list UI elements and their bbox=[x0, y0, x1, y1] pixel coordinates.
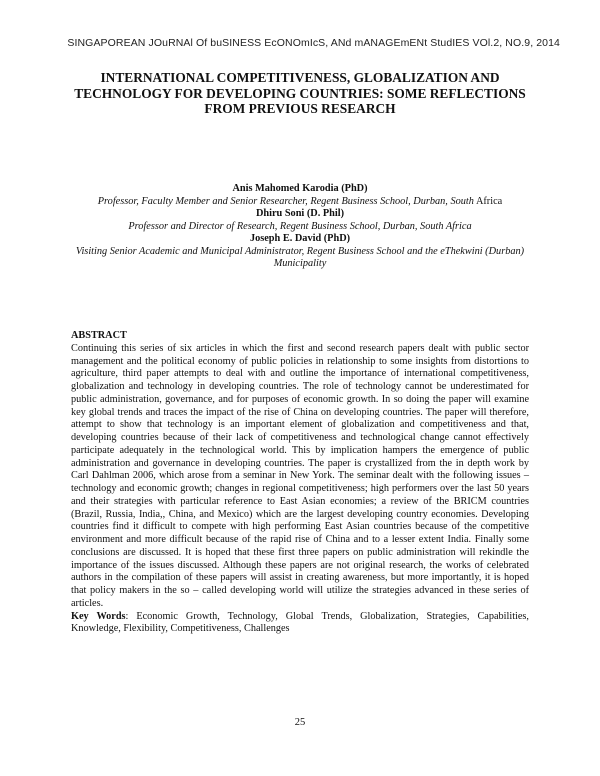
author-name-3: Joseph E. David (PhD) bbox=[249, 233, 351, 244]
keywords-line bbox=[71, 611, 529, 637]
author-affiliation-1-text: Professor, Faculty Member and Senior Researcher, Regent Business School, Durban, South bbox=[97, 195, 474, 207]
author-name-1: Anis Mahomed Karodia (PhD) bbox=[232, 183, 368, 194]
author-affiliation-1-tail: Africa bbox=[475, 195, 503, 207]
author-affiliation-1 bbox=[60, 196, 540, 209]
page-number: 25 bbox=[294, 717, 306, 728]
abstract-section bbox=[71, 330, 529, 636]
abstract-heading: ABSTRACT bbox=[71, 330, 127, 341]
keywords-label: Key Words bbox=[71, 610, 126, 622]
author-affiliation-2: Professor and Director of Research, Regent Business School, Durban, South Africa bbox=[128, 220, 472, 232]
author-block bbox=[60, 183, 540, 271]
paper-title: INTERNATIONAL COMPETITIVENESS, GLOBALIZATION AND TECHNOLOGY FOR DEVELOPING COUNTRIES: SOME REFLECTIONS FROM PREVIOUS RESEARCH bbox=[74, 70, 526, 116]
abstract-text: Continuing this series of six articles in which the first and second research papers dealt with public sector management and the political economy of public policies in relationship to some insights from distortions to agriculture, third paper attempts to deal with and outline the importance of international competitiveness, globalization and technology in developing countries. The role of technology cannot be underestimated for public administration, governance, and for purposes of economic growth. In so doing the paper will examine key global trends and traces the impact of the rise of China on developing countries. The paper will therefore, attempt to show that technology is an important element of globalization and competitiveness and that, developing countries because of their lack of competitiveness and technological change cannot effectively participate adequately in the technological world. This by implication hampers the emergence of public administration and governance in developing countries. The paper is crystallized from the in depth work by Carl Dahlman 2006, which arose from a seminar in New York. The seminar dealt with the following issues – technology and economic growth; changes in regional competitiveness; high performers over the last 50 years and their strategies with particular reference to East Asian economies; a review of the BRICM countries (Brazil, Russia, India,, China, and Mexico) which are the largest developing country economies. Developing countries find it difficult to compete with high performing East Asian countries because of the competitive environment and more difficult because of the rapid rise of China and to a lesser extent India. Finally some conclusions are discussed. It is hoped that these first three papers on public administration will rekindle the importance of the issues discussed. Although these papers are not original research, the works of celebrated authors in the compilation of these papers will assist in creating awareness, but more importantly, it is hoped that policy makers in the so – called developing world will utilize the strategies advanced in these series of articles. bbox=[71, 342, 529, 609]
author-name-2: Dhiru Soni (D. Phil) bbox=[255, 208, 345, 219]
running-head: SINGAPOREAN JOuRNAl Of buSINESS EcONOmIcS, ANd mANAGEmENt StudIES VOl.2, NO.9, 2014 bbox=[67, 37, 560, 49]
keywords-list: : Economic Growth, Technology, Global Trends, Globalization, Strategies, Capabilities, Knowledge, Flexibility, Competitiveness, Challenges bbox=[71, 610, 529, 635]
author-affiliation-3: Visiting Senior Academic and Municipal Administrator, Regent Business School and the eThekwini (Durban) Municipality bbox=[75, 245, 525, 269]
